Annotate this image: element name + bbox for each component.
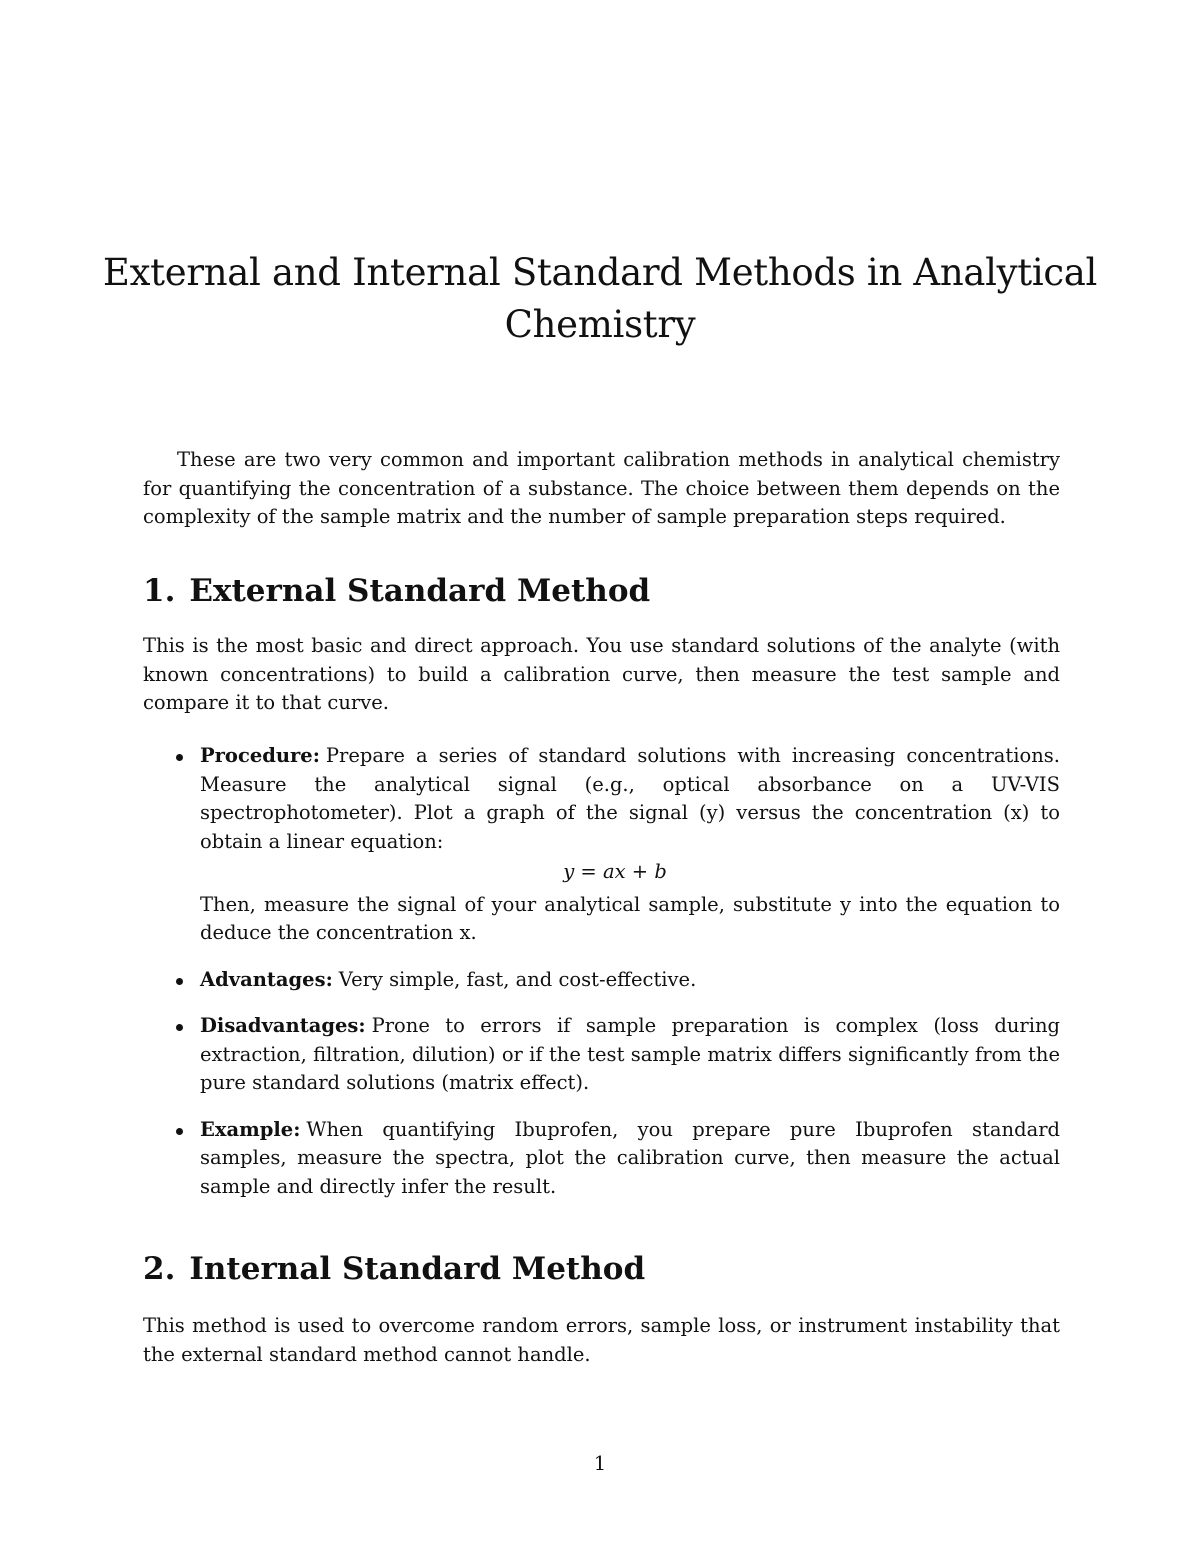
bullet-text: Prone to errors if sample preparation is complex (loss during extraction, filtration, dilution) or if the test sample matrix differs significantly from the pure standard solutions (matrix effect).	[200, 1014, 1060, 1094]
bullet-label: Example:	[200, 1117, 301, 1141]
bullet-followup-text: Then, measure the signal of your analytical sample, substitute y into the equation to deduce the concentration x.	[200, 892, 1060, 944]
section-2-paragraph: This method is used to overcome random errors, sample loss, or instrument instability that the external standard method cannot handle.	[143, 1314, 1060, 1366]
bullet-label: Advantages:	[200, 967, 333, 991]
bullet-text: Prepare a series of standard solutions with increasing concentrations. Measure the analytical signal (e.g., optical absorbance on a UV-VIS spectrophotometer). Plot a graph of the signal (y) versus the concentration (x) to obtain a linear equation:	[200, 744, 1060, 853]
bullet-label: Procedure:	[200, 744, 320, 767]
bullet-text: When quantifying Ibuprofen, you prepare pure Ibuprofen standard samples, measure the spectra, plot the calibration curve, then measure the actual sample and directly infer the result.	[200, 1117, 1060, 1198]
bullet-dot-icon	[176, 754, 183, 761]
bullet-text: Very simple, fast, and cost-effective.	[338, 967, 697, 991]
bullet-procedure	[143, 742, 1060, 948]
section-1-paragraph: This is the most basic and direct approach. You use standard solutions of the analyte (with known concentrations) to build a calibration curve, then measure the test sample and compare it to that curve.	[143, 634, 1060, 714]
section-2-heading	[143, 1249, 1060, 1289]
bullet-advantages	[143, 966, 1060, 995]
bullet-disadvantages	[143, 1012, 1060, 1098]
section-1-number: 1.	[143, 573, 176, 609]
section-1-bullet-list	[143, 742, 1060, 1201]
section-2-number: 2.	[143, 1251, 176, 1287]
bullet-dot-icon	[176, 1128, 183, 1135]
page-title: External and Internal Standard Methods in Analytical Chemistry	[102, 250, 1098, 346]
bullet-dot-icon	[176, 1024, 183, 1031]
section-2-title: Internal Standard Method	[189, 1251, 646, 1287]
section-1-heading	[143, 571, 1060, 611]
bullet-label: Disadvantages:	[200, 1014, 366, 1037]
bullet-example	[143, 1116, 1060, 1202]
intro-paragraph: These are two very common and important calibration methods in analytical chemistry for quantifying the concentration of a substance. The choice between them depends on the complexity of the sample matrix and the number of sample preparation steps required.	[143, 448, 1060, 528]
section-1-title: External Standard Method	[189, 573, 651, 609]
page-number: 1	[593, 1452, 607, 1475]
bullet-dot-icon	[176, 978, 183, 985]
linear-equation: y = ax + b	[563, 860, 667, 883]
